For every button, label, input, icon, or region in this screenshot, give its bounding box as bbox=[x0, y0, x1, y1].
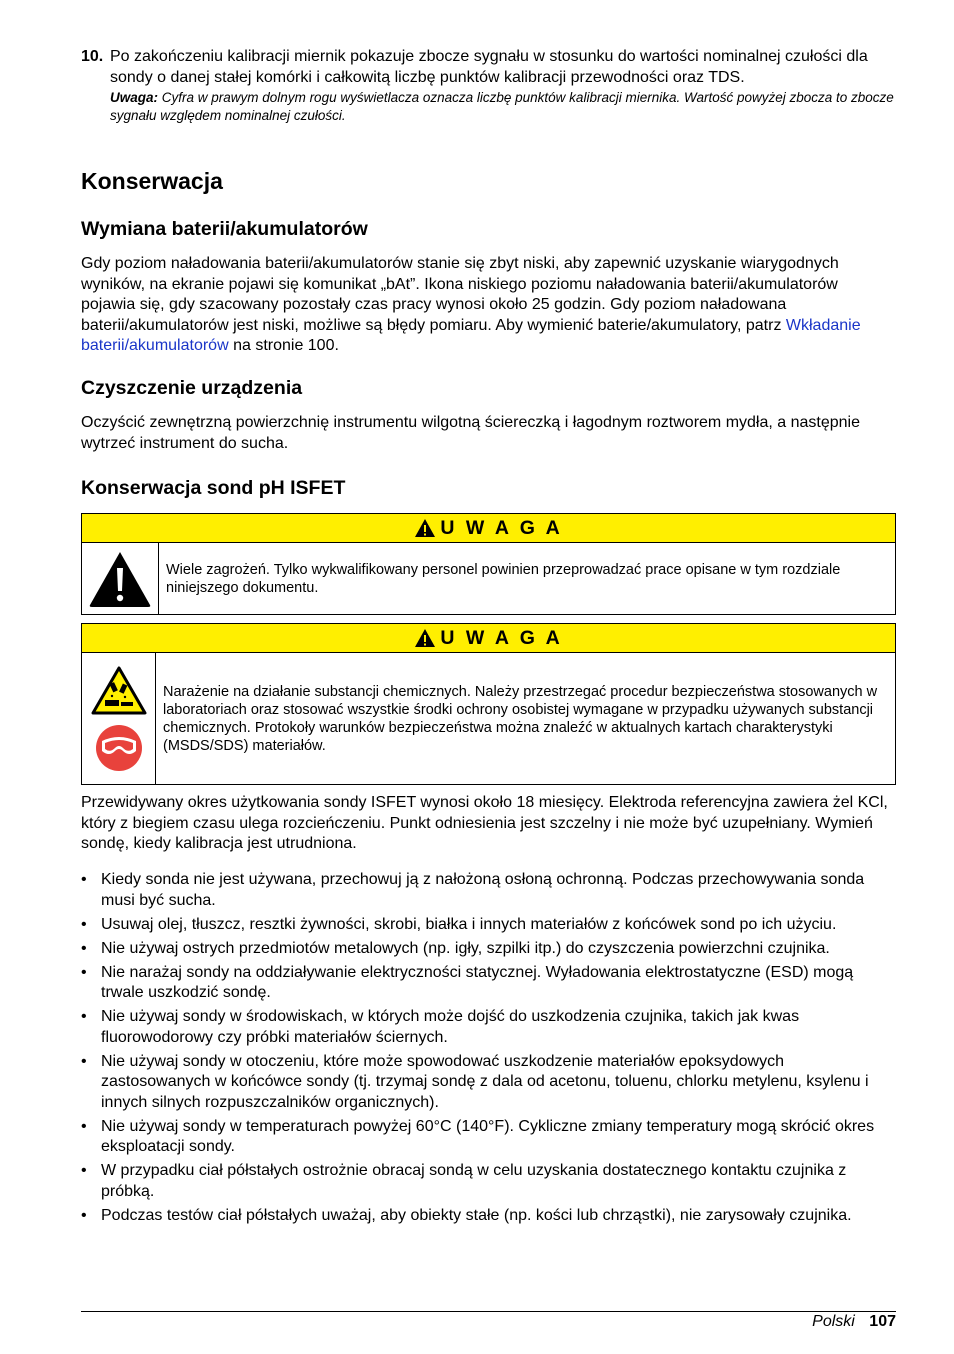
list-item: • Nie używaj sondy w otoczeniu, które może spowodować uszkodzenie materiałów epoksydowych zastosowanych w końcówce sondy (tj. trzymaj sondę z dala od acetonu, toluenu, chlorku metylenu, ksylenu i innych silnych rozpuszczalników organicznych). bbox=[81, 1052, 896, 1114]
list-item: • Nie używaj sondy w temperaturach powyżej 60°C (140°F). Cykliczne zmiany temperatury mogą skrócić okres eksploatacji sondy. bbox=[81, 1117, 896, 1158]
list-item: • Nie narażaj sondy na oddziaływanie elektryczności statycznej. Wyładowania elektrostatyczne (ESD) mogą trwale uszkodzić sondę. bbox=[81, 963, 896, 1004]
warning-text: Wiele zagrożeń. Tylko wykwalifikowany personel powinien przeprowadzać prace opisane w tym rozdziale niniejszego dokumentu. bbox=[166, 561, 841, 596]
battery-text-end: na stronie 100. bbox=[228, 337, 339, 354]
battery-paragraph bbox=[81, 254, 896, 357]
warning-label: U W A G A bbox=[440, 516, 563, 539]
maintenance-list bbox=[81, 870, 896, 1230]
warning-triangle-icon bbox=[414, 628, 436, 648]
page-heading: Konserwacja bbox=[81, 168, 223, 194]
warning-text: Narażenie na działanie substancji chemicznych. Należy przestrzegać procedur bezpieczeństwa stosowanych w laboratoriach oraz stosować wszystkie środki ochrony osobistej wymagane w przypadku używanych substancji chemicznych. Protokoły warunków bezpieczeństwa można znaleźć w aktualnych kartach charakterystyki (MSDS/SDS) materiałów. bbox=[163, 683, 878, 755]
footer-divider bbox=[81, 1311, 896, 1312]
warning-icon-cell bbox=[82, 653, 156, 785]
step-number: 10. bbox=[81, 48, 104, 65]
footer-language: Polski bbox=[812, 1313, 855, 1330]
isfet-intro: Przewidywany okres użytkowania sondy ISFET wynosi około 18 miesięcy. Elektroda referencyjna zawiera żel KCl, który z biegiem czasu ulega rozcieńczeniu. Punkt odniesienia jest szczelny i nie może być uzupełniany. Wymień sondę, kiedy kalibracja jest utrudniona. bbox=[81, 794, 888, 852]
section-title-cleaning: Czyszczenie urządzenia bbox=[81, 377, 303, 399]
warning-triangle-icon bbox=[414, 518, 436, 538]
list-item: • Nie używaj sondy w środowiskach, w których może dojść do uszkodzenia czujnika, takich jak kwas fluorowodorowy czy próbki materiałów ściernych. bbox=[81, 1007, 896, 1048]
eye-protection-icon bbox=[95, 724, 143, 772]
step-text: Po zakończeniu kalibracji miernik pokazuje zbocze sygnału w stosunku do wartości nominalnej czułości dla sondy o danej stałej komórki i całkowitą liczbę punktów kalibracji przewodności oraz TDS. bbox=[110, 48, 868, 86]
footer bbox=[812, 1312, 896, 1332]
list-item: • Podczas testów ciał półstałych uważaj, aby obiekty stałe (np. kości lub chrząstki), nie zarysowały czujnika. bbox=[81, 1206, 896, 1227]
warning-header bbox=[82, 514, 895, 543]
cleaning-paragraph: Oczyścić zewnętrzną powierzchnię instrumentu wilgotną ściereczką i łagodnym roztworem mydła, a następnie wytrzeć instrument do sucha. bbox=[81, 414, 860, 452]
warning-box-chemical bbox=[81, 623, 896, 785]
battery-text: Gdy poziom naładowania baterii/akumulatorów stanie się zbyt niski, aby zapewnić uzyskanie wiarygodnych wyników, na ekranie pojawi się komunikat „bAt”. Ikona niskiego poziomu naładowania baterii/akumulatorów pojawia się, gdy szacowany pozostały czas pracy wynosi około 25 godzin. Gdy poziom naładowana baterii/akumulatorów jest niski, możliwe są błędy pomiaru. Aby wymienić baterie/akumulatory, patrz bbox=[81, 255, 839, 334]
warning-icon-cell bbox=[82, 543, 159, 615]
step-note bbox=[110, 89, 896, 125]
step-10 bbox=[81, 47, 896, 125]
section-title-isfet: Konserwacja sond pH ISFET bbox=[81, 477, 346, 499]
warning-label: U W A G A bbox=[440, 626, 563, 649]
list-item: • Kiedy sonda nie jest używana, przechowuj ją z nałożoną osłoną ochronną. Podczas przechowywania sonda musi być sucha. bbox=[81, 870, 896, 911]
note-label: Uwaga: bbox=[110, 90, 159, 105]
list-item: • W przypadku ciał półstałych ostrożnie obracaj sondą w celu uzyskania dostatecznego kontaktu czujnika z próbką. bbox=[81, 1161, 896, 1202]
note-text: Cyfra w prawym dolnym rogu wyświetlacza oznacza liczbę punktów kalibracji miernika. Wartość powyżej zbocza to zbocze sygnału względem nominalnej czułości. bbox=[110, 90, 894, 123]
warning-header bbox=[82, 624, 895, 653]
page-number: 107 bbox=[869, 1313, 896, 1330]
corrosive-hazard-icon bbox=[91, 666, 147, 716]
list-item: • Nie używaj ostrych przedmiotów metalowych (np. igły, szpilki itp.) do czyszczenia powierzchni czujnika. bbox=[81, 939, 896, 960]
warning-box-hazards bbox=[81, 513, 896, 615]
list-item: • Usuwaj olej, tłuszcz, resztki żywności, skrobi, białka i innych materiałów z końcówek sond po ich użyciu. bbox=[81, 915, 896, 936]
battery-link[interactable]: Wkładanie baterii/akumulatorów bbox=[81, 316, 861, 354]
section-title-battery: Wymiana baterii/akumulatorów bbox=[81, 218, 368, 240]
general-hazard-icon bbox=[88, 550, 152, 608]
